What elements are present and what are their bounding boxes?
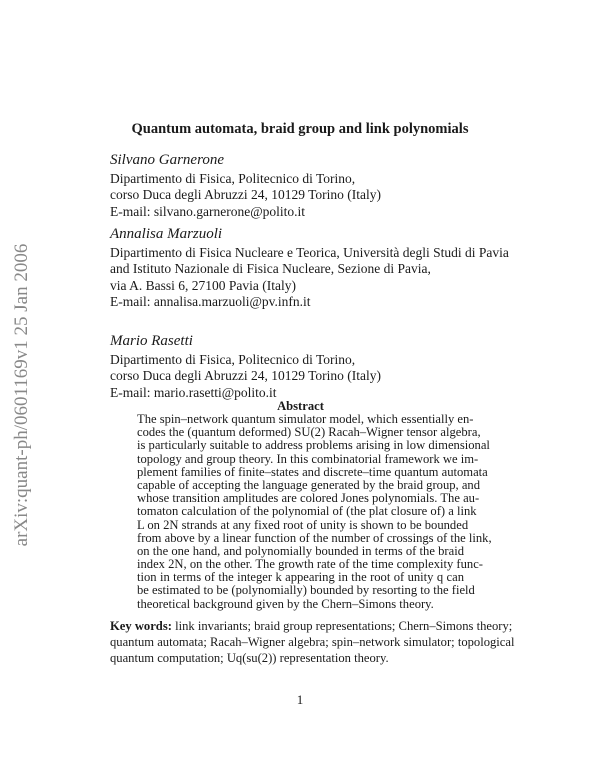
email-line: E-mail: annalisa.marzuoli@pv.infn.it <box>110 294 311 309</box>
abstract-line: is particularly suitable to address problems arising in low dimensional <box>137 438 490 453</box>
arxiv-identifier-stamp: arXiv:quant-ph/0601169v1 25 Jan 2006 <box>11 243 32 547</box>
abstract-line: theoretical background given by the Chern–Simons theory. <box>137 596 434 611</box>
abstract-heading: Abstract <box>277 399 324 413</box>
abstract-line: whose transition amplitudes are colored Jones polynomials. The au- <box>137 491 480 506</box>
keywords <box>110 618 515 666</box>
abstract-line: from above by a linear function of the number of crossings of the link, <box>137 530 492 545</box>
email-line: E-mail: mario.rasetti@polito.it <box>110 384 277 400</box>
author-block <box>110 333 510 401</box>
page-number: 1 <box>296 692 304 707</box>
keywords-label: Key words: <box>110 619 172 633</box>
author-block <box>110 152 510 220</box>
affiliation-line: corso Duca degli Abruzzi 24, 10129 Torino (Italy) <box>110 368 381 383</box>
abstract-line: tion in terms of the integer k appearing in the root of unity q can <box>137 570 464 585</box>
abstract-line: capable of accepting the language generated by the braid group, and <box>137 477 481 492</box>
author-block <box>110 226 510 311</box>
abstract-line: tomaton calculation of the polynomial of (the plat closure of) a link <box>137 504 477 519</box>
affiliation-line: and Istituto Nazionale di Fisica Nucleare, Sezione di Pavia, <box>110 261 431 276</box>
paper-title: Quantum automata, braid group and link polynomials <box>131 121 469 137</box>
keywords-line: quantum automata; Racah–Wigner algebra; spin–network simulator; topological <box>110 635 515 649</box>
email-line: E-mail: silvano.garnerone@polito.it <box>110 203 306 219</box>
affiliation-line: Dipartimento di Fisica, Politecnico di Torino, <box>110 170 356 186</box>
abstract-line: index 2N, on the other. The growth rate of the time complexity func- <box>137 557 484 572</box>
author-name: Mario Rasetti <box>110 333 193 349</box>
affiliation-line: corso Duca degli Abruzzi 24, 10129 Torino (Italy) <box>110 187 381 202</box>
author-name: Annalisa Marzuoli <box>110 226 223 242</box>
abstract <box>137 399 492 611</box>
keywords-line: quantum computation; Uq(su(2)) representation theory. <box>110 651 389 665</box>
author-name: Silvano Garnerone <box>110 152 225 168</box>
abstract-line: on the one hand, and polynomially bounded in terms of the braid <box>137 543 464 558</box>
abstract-line: codes the (quantum deformed) SU(2) Racah–Wigner tensor algebra, <box>137 425 481 440</box>
abstract-line: The spin–network quantum simulator model, which essentially en- <box>137 412 474 426</box>
affiliation-line: via A. Bassi 6, 27100 Pavia (Italy) <box>110 277 296 293</box>
abstract-line: L on 2N strands at any fixed root of unity is shown to be bounded <box>137 517 469 532</box>
abstract-line: topology and group theory. In this combinatorial framework we im- <box>137 451 479 466</box>
affiliation-line: Dipartimento di Fisica, Politecnico di Torino, <box>110 351 356 367</box>
abstract-line: plement families of finite–states and discrete–time quantum automata <box>137 464 488 479</box>
abstract-line: be estimated to be (polynomially) bounded by resorting to the field <box>137 583 475 598</box>
keywords-line: link invariants; braid group representations; Chern–Simons theory; <box>175 619 513 633</box>
affiliation-line: Dipartimento di Fisica Nucleare e Teorica, Università degli Studi di Pavia <box>110 244 509 260</box>
